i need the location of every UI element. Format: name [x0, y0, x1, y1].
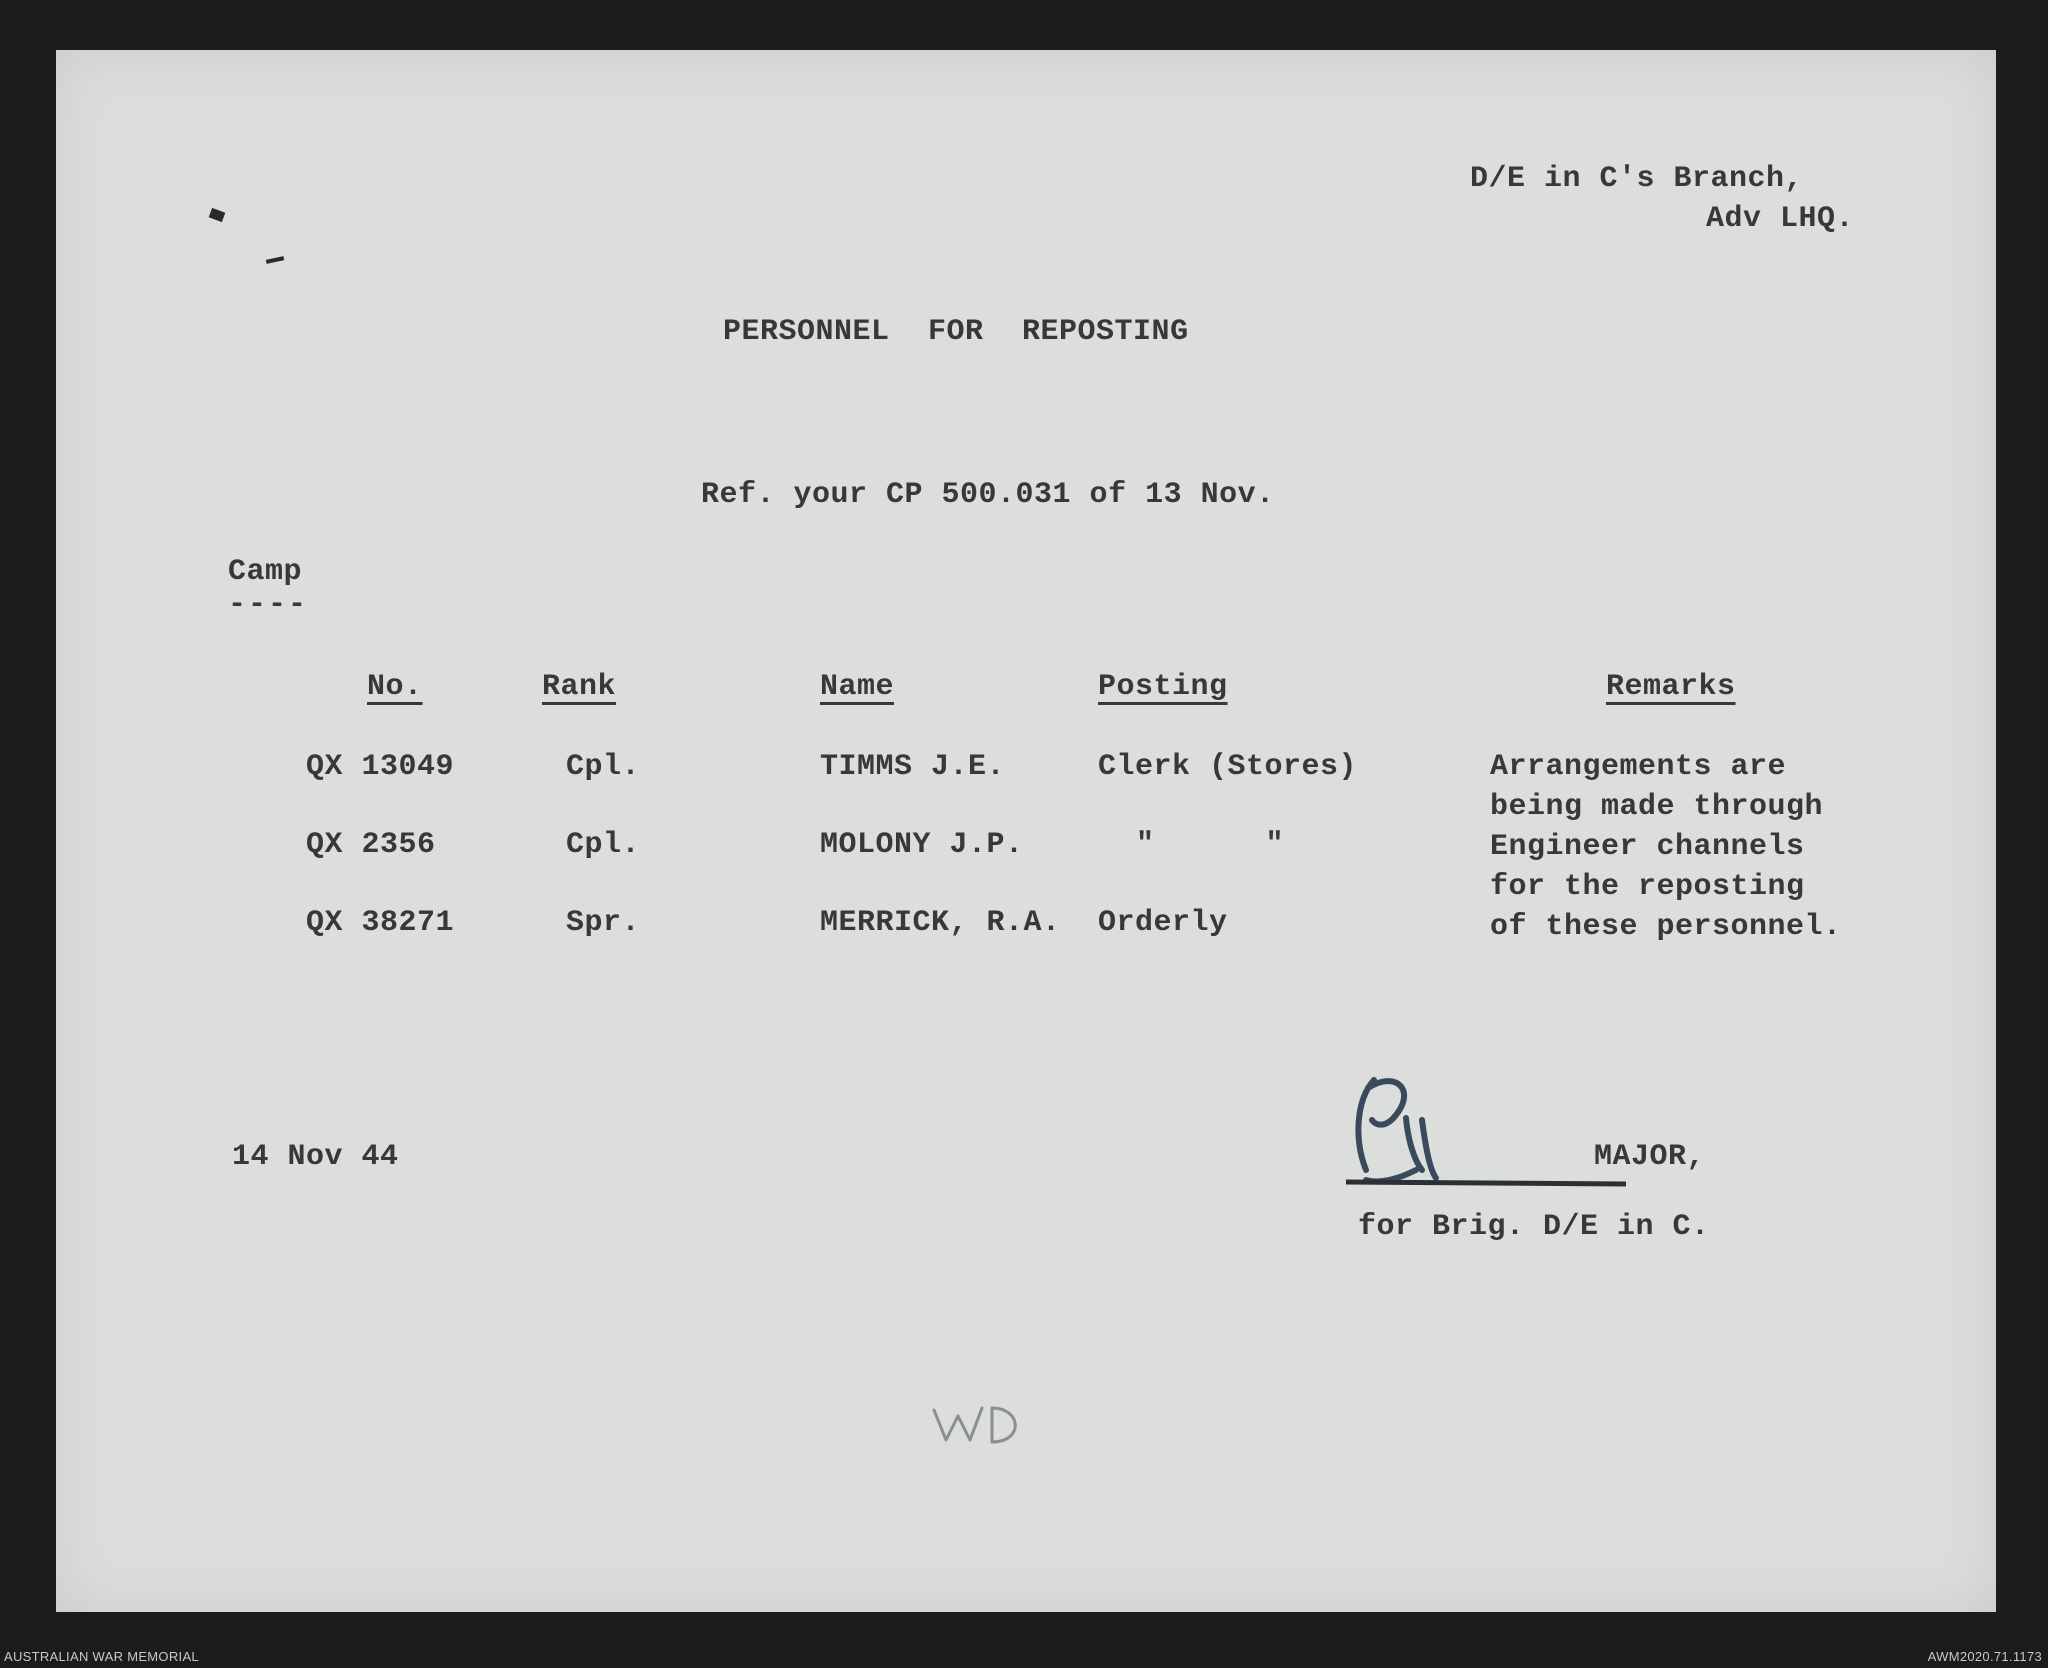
signature-on-behalf: for Brig. D/E in C.	[1358, 1210, 1710, 1244]
footer-accession-number: AWM2020.71.1173	[1927, 1649, 2042, 1664]
table-row-2-name: MOLONY J.P.	[820, 828, 1024, 862]
column-header-name: Name	[820, 670, 895, 704]
document-date: 14 Nov 44	[232, 1140, 399, 1174]
table-row-1-rank: Cpl.	[566, 750, 641, 784]
column-header-remarks: Remarks	[1606, 670, 1736, 704]
section-underline: ----	[228, 588, 309, 622]
table-row-2-rank: Cpl.	[566, 828, 641, 862]
table-row-3-name: MERRICK, R.A.	[820, 906, 1061, 940]
table-row-3-rank: Spr.	[566, 906, 641, 940]
remarks-line: Engineer channels	[1490, 830, 1805, 864]
signature-rank: MAJOR,	[1594, 1140, 1706, 1174]
header-branch: D/E in C's Branch,	[1470, 162, 1804, 196]
document-page	[56, 50, 1996, 1612]
handwritten-note	[926, 1390, 1036, 1460]
table-row-2-posting: " "	[1136, 828, 1285, 862]
footer-archive-label: AUSTRALIAN WAR MEMORIAL	[4, 1649, 199, 1664]
remarks-line: Arrangements are	[1490, 750, 1787, 784]
column-header-rank: Rank	[542, 670, 617, 704]
column-header-posting: Posting	[1098, 670, 1228, 704]
column-header-no: No.	[367, 670, 423, 704]
document-title: PERSONNEL FOR REPOSTING	[723, 315, 1189, 349]
table-row-3-no: QX 38271	[306, 906, 455, 940]
paper-mark	[266, 256, 284, 264]
section-label: Camp	[228, 555, 303, 589]
table-row-1-name: TIMMS J.E.	[820, 750, 1006, 784]
header-location: Adv LHQ.	[1706, 202, 1855, 236]
table-row-2-no: QX 2356	[306, 828, 436, 862]
table-row-1-no: QX 13049	[306, 750, 455, 784]
table-row-1-posting: Clerk (Stores)	[1098, 750, 1358, 784]
remarks-line: for the reposting	[1490, 870, 1805, 904]
reference-line: Ref. your CP 500.031 of 13 Nov.	[701, 478, 1275, 512]
paper-mark	[209, 208, 226, 222]
remarks-line: of these personnel.	[1490, 910, 1842, 944]
table-row-3-posting: Orderly	[1098, 906, 1228, 940]
remarks-line: being made through	[1490, 790, 1824, 824]
handwritten-signature	[1326, 1060, 1636, 1200]
